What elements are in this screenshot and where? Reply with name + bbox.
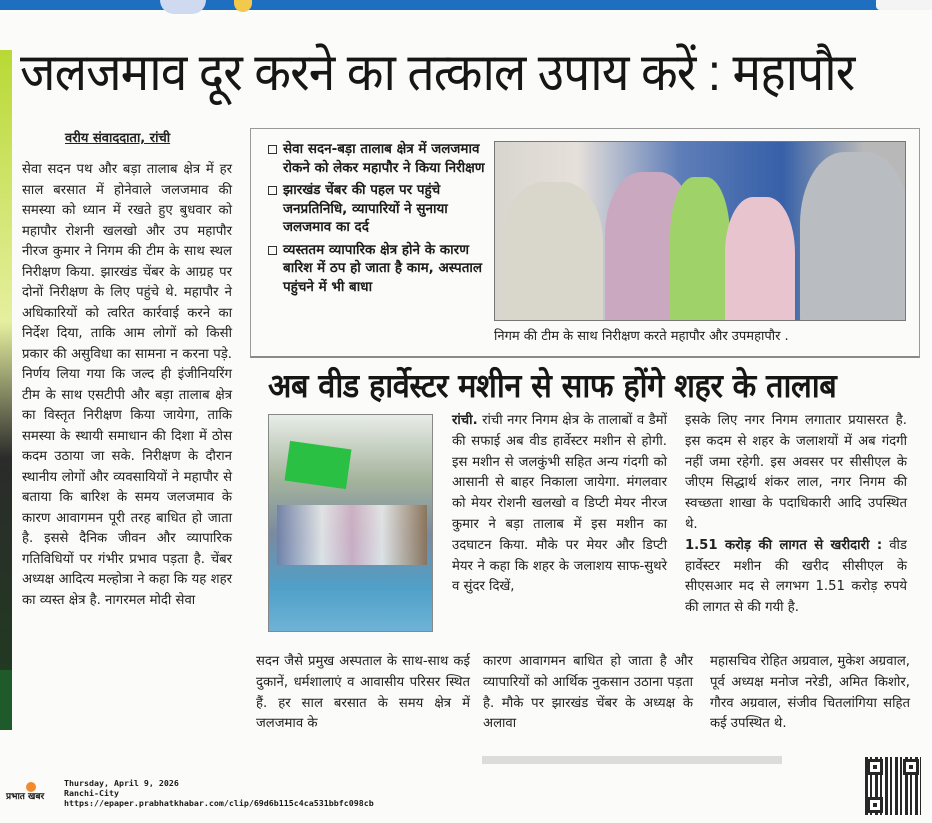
body-text: इसके लिए नगर निगम लगातार प्रयासरत है. इस कदम से शहर के जलाशयों में अब गंदगी नहीं जमा रहेगी. इस अवसर पर सीसीएल के जीएम सिद्धार्थ शंकर लाल, नगर निगम की स्वच्छता शाखा के पदाधिकारी आदि उपस्थित थे. bbox=[685, 413, 907, 532]
main-story-body: सेवा सदन पथ और बड़ा तालाब क्षेत्र में हर साल बरसात में होनेवाले जलजमाव की समस्या को ध्यान में रखते हुए बुधवार को महापौर रोशनी खलखो और उप महापौर नीरज कुमार ने निगम की टीम के साथ स्थल निरीक्षण किया. झारखंड चेंबर के आग्रह पर दोनों निरीक्षण के लिए पहुंचे थे. महापौर ने अधिकारियों को त्वरित कार्रवाई करने का निर्देश दिया, ताकि आम लोगों को किसी प्रकार की असुविधा का सामना न करना पड़े. निर्णय लिया गया कि जल्द ही इंजीनियरिंग टीम के साथ एसटीपी और बड़ा तालाब क्षेत्र का विस्तृत निरीक्षण किया जायेगा, ताकि समस्या के स्थायी समाधान की दिशा में ठोस कदम उठाया जा सके. निरीक्षण के दौरान स्थानीय लोगों और व्यवसायियों ने महापौर से बताया कि बारिश के समय जलजमाव के कारण आवागमन पूरी तरह बाधित हो जाता है. इससे दैनिक जीवन और व्यापारिक गतिविधियों पर गंभीर प्रभाव पड़ता है. चेंबर अध्यक्ष आदित्य मल्होत्रा ने कहा कि यह शहर का व्यस्त क्षेत्र है. नागरमल मोदी सेवा bbox=[22, 162, 232, 608]
second-story-body bbox=[452, 411, 667, 598]
dateline: रांची. bbox=[452, 413, 478, 428]
continuation-col-1: सदन जैसे प्रमुख अस्पताल के साथ-साथ कई दुकानें, धर्मशालाएं व आवासीय परिसर स्थित हैं. हर साल बरसात के समय क्षेत्र में जलजमाव के bbox=[256, 654, 470, 732]
byline: वरीय संवाददाता, रांची bbox=[65, 131, 171, 146]
prabhat-khabar-logo bbox=[6, 789, 44, 802]
cloud-icon bbox=[160, 0, 206, 14]
logo-text: प्रभात खबर bbox=[6, 792, 45, 802]
clip-url[interactable]: https://epaper.prabhatkhabar.com/clip/69d6b115c4ca531bbfc098cb bbox=[64, 798, 374, 808]
square-bullet-icon bbox=[268, 186, 277, 195]
clip-meta bbox=[64, 778, 374, 808]
body-text: वीड हार्वेस्टर मशीन की खरीद सीसीएल के सीएसआर मद से लगभग 1.51 करोड़ रुपये की लागत से की गयी है. bbox=[685, 537, 907, 616]
clip-footer bbox=[0, 775, 932, 823]
photo-caption: निगम की टीम के साथ निरीक्षण करते महापौर और उपमहापौर . bbox=[494, 329, 789, 344]
body-text: रांची नगर निगम क्षेत्र के तालाबों व डैमों की सफाई अब वीड हार्वेस्टर मशीन से होगी. इस मशीन से जलकुंभी सहित अन्य गंदगी को आसानी से बाहर निकाला जायेगा. मंगलवार को मेयर रोशनी खलखो व डिप्टी मेयर नीरज कुमार ने बड़ा तालाब में इस मशीन का उदघाटन किया. मौके पर मेयर और डिप्टी मेयर ने कहा कि शहर के जलाशय साफ-सुथरे व सुंदर दिखें, bbox=[452, 413, 667, 595]
highlight-item bbox=[268, 241, 488, 297]
clip-date: Thursday, April 9, 2026 bbox=[64, 778, 179, 788]
highlight-item bbox=[268, 140, 488, 177]
second-story-body-cont bbox=[685, 411, 907, 619]
person-figure bbox=[800, 152, 906, 321]
highlights-list bbox=[268, 140, 488, 300]
square-bullet-icon bbox=[268, 246, 277, 255]
person-figure bbox=[670, 177, 730, 321]
left-adjacent-column-edge bbox=[0, 50, 12, 730]
continuation-col-3: महासचिव रोहित अग्रवाल, मुकेश अग्रवाल, पूर्व अध्यक्ष मनोज नरेडी, अमित किशोर, गौरव अग्रवाल, संजीव चितलांगिया सहित कई उपस्थित थे. bbox=[710, 654, 910, 732]
clip-edition: Ranchi-City bbox=[64, 788, 119, 798]
qr-finder bbox=[867, 759, 883, 775]
person-figure bbox=[725, 197, 795, 321]
qr-code-icon[interactable] bbox=[865, 757, 921, 815]
highlight-item bbox=[268, 181, 488, 237]
highlight-text: झारखंड चेंबर की पहल पर पहुंचे जनप्रतिनिधि, व्यापारियों ने सुनाया जलजमाव का दर्द bbox=[283, 182, 448, 235]
inspection-photo bbox=[494, 141, 906, 321]
main-headline: जलजमाव दूर करने का तत्काल उपाय करें : महापौर bbox=[20, 44, 855, 102]
square-bullet-icon bbox=[268, 145, 277, 154]
divider bbox=[482, 756, 782, 764]
crowd-figures bbox=[277, 505, 427, 565]
subheading: 1.51 करोड़ की लागत से खरीदारी : bbox=[685, 537, 883, 553]
qr-finder bbox=[903, 759, 919, 775]
weed-harvester-photo bbox=[268, 414, 433, 632]
continuation-col-2: कारण आवागमन बाधित हो जाता है और व्यापारियों को आर्थिक नुकसान उठाना पड़ता है. मौके पर झारखंड चेंबर के अध्यक्ष के अलावा bbox=[483, 654, 693, 732]
top-weather-strip bbox=[0, 0, 932, 10]
second-headline: अब वीड हार्वेस्टर मशीन से साफ होंगे शहर के तालाब bbox=[268, 366, 837, 405]
highlight-text: व्यस्ततम व्यापारिक क्षेत्र होने के कारण बारिश में ठप हो जाता है काम, अस्पताल पहुंचने में भी बाधा bbox=[283, 241, 483, 295]
page-tab bbox=[876, 0, 932, 10]
adjacent-image-edge bbox=[0, 670, 12, 730]
qr-finder bbox=[867, 797, 883, 813]
sun-logo-icon bbox=[26, 782, 36, 792]
highlight-text: सेवा सदन-बड़ा तालाब क्षेत्र में जलजमाव रोकने को लेकर महापौर ने किया निरीक्षण bbox=[283, 141, 485, 176]
green-flag bbox=[285, 441, 352, 489]
person-figure bbox=[503, 182, 603, 321]
sun-icon bbox=[234, 0, 252, 12]
